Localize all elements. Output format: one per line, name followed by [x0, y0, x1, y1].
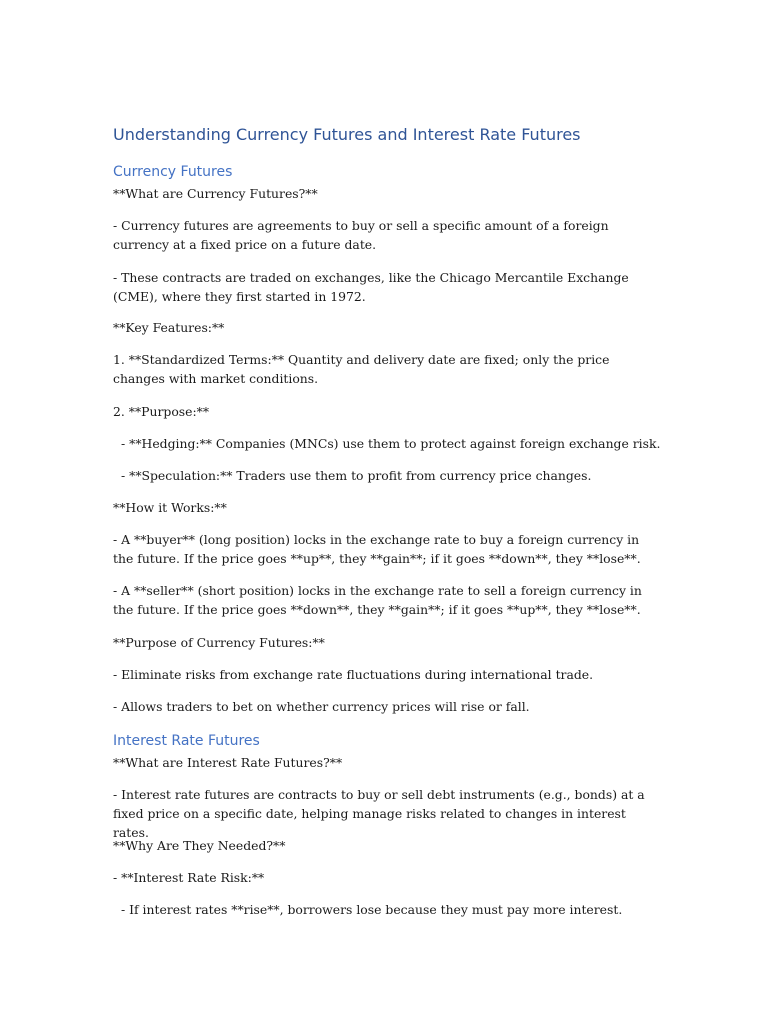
paragraph: - Allows traders to bet on whether currency prices will rise or fall.	[113, 699, 530, 714]
paragraph: 2. **Purpose:**	[113, 404, 210, 419]
paragraph: - If interest rates **rise**, borrowers lose because they must pay more interest.	[121, 902, 623, 917]
paragraph: **What are Interest Rate Futures?**	[113, 755, 343, 770]
document-title: Understanding Currency Futures and Interest Rate Futures	[113, 125, 581, 144]
paragraph: - A **buyer** (long position) locks in the exchange rate to buy a foreign currency in the future. If the price goes **up**, they **gain**; if it goes **down**, they **lose**.	[113, 532, 641, 566]
section-heading-currency-futures: Currency Futures	[113, 164, 233, 180]
paragraph: - **Speculation:** Traders use them to profit from currency price changes.	[121, 468, 592, 483]
paragraph: **What are Currency Futures?**	[113, 186, 318, 201]
paragraph: **Key Features:**	[113, 320, 225, 335]
paragraph: - These contracts are traded on exchanges, like the Chicago Mercantile Exchange (CME), where they first started in 1972.	[113, 270, 629, 304]
paragraph: - **Hedging:** Companies (MNCs) use them to protect against foreign exchange risk.	[121, 436, 661, 451]
paragraph: **Purpose of Currency Futures:**	[113, 635, 325, 650]
paragraph: - Interest rate futures are contracts to buy or sell debt instruments (e.g., bonds) at a fixed price on a specific date, helping manage risks related to changes in interest rates.	[113, 787, 645, 840]
paragraph: - A **seller** (short position) locks in the exchange rate to sell a foreign currency in the future. If the price goes **down**, they **gain**; if it goes **up**, they **lose**.	[113, 583, 642, 617]
paragraph: - Currency futures are agreements to buy or sell a specific amount of a foreign currency at a fixed price on a future date.	[113, 218, 609, 252]
section-heading-interest-rate-futures: Interest Rate Futures	[113, 733, 260, 749]
paragraph: **Why Are They Needed?**	[113, 838, 286, 853]
paragraph: **How it Works:**	[113, 500, 227, 515]
paragraph: - Eliminate risks from exchange rate fluctuations during international trade.	[113, 667, 594, 682]
paragraph: 1. **Standardized Terms:** Quantity and delivery date are fixed; only the price changes with market conditions.	[113, 352, 610, 386]
paragraph: - **Interest Rate Risk:**	[113, 870, 265, 885]
